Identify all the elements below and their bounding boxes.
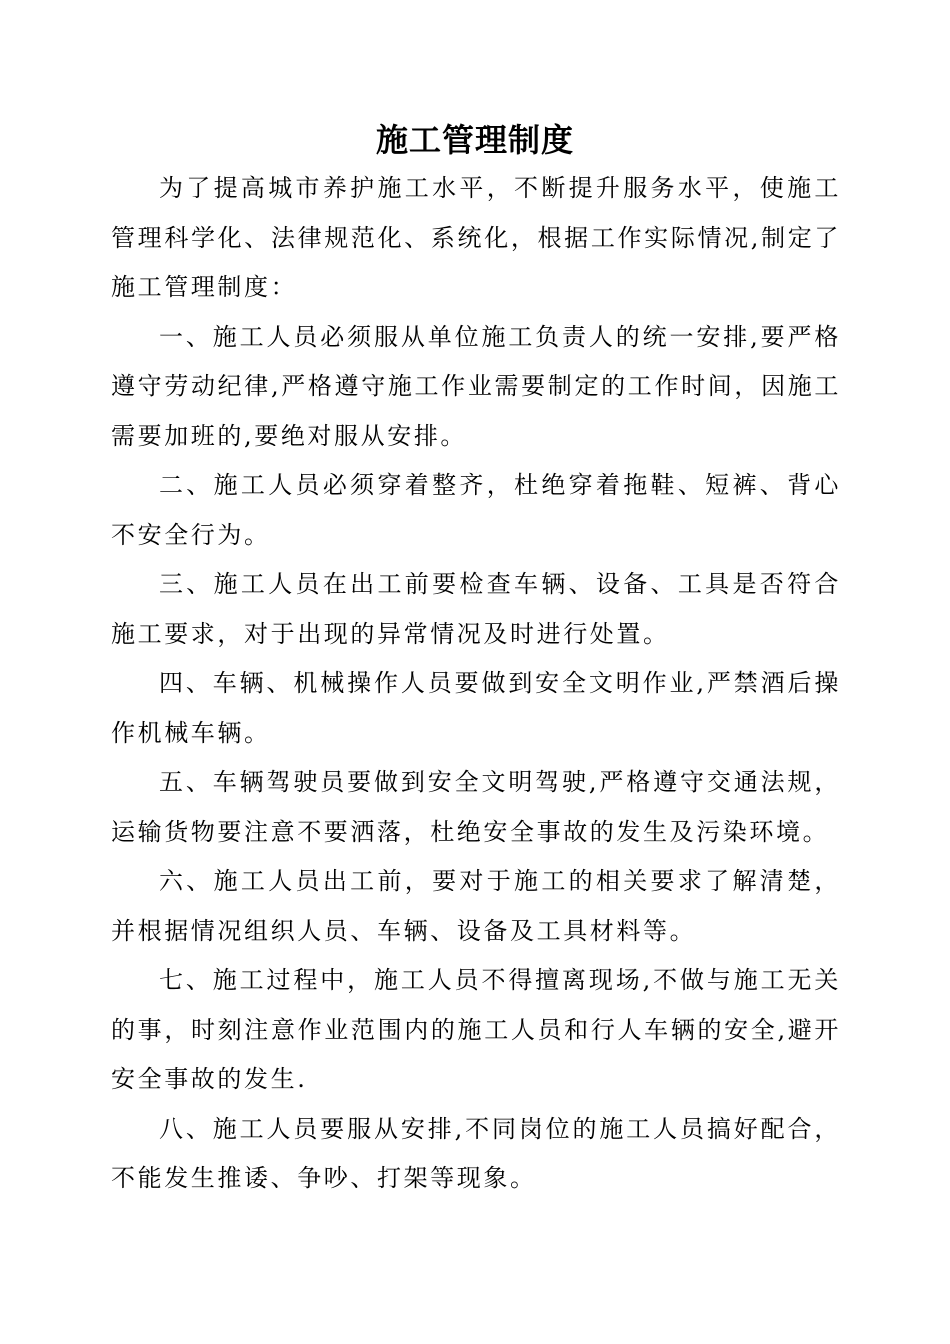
paragraph-rule-3: 三、施工人员在出工前要检查车辆、设备、工具是否符合施工要求，对于出现的异常情况及时进行处置。 bbox=[111, 570, 841, 648]
paragraph-rule-8: 八、施工人员要服从安排,不同岗位的施工人员搞好配合，不能发生推诿、争吵、打架等现象。 bbox=[111, 1114, 841, 1192]
paragraph-rule-5: 五、车辆驾驶员要做到安全文明驾驶,严格遵守交通法规，运输货物要注意不要洒落，杜绝安全事故的发生及污染环境。 bbox=[111, 768, 841, 846]
document-body bbox=[111, 164, 841, 1204]
paragraph-rule-4: 四、车辆、机械操作人员要做到安全文明作业,严禁酒后操作机械车辆。 bbox=[111, 669, 841, 747]
paragraph-rule-1: 一、施工人员必须服从单位施工负责人的统一安排,要严格遵守劳动纪律,严格遵守施工作业需要制定的工作时间，因施工需要加班的,要绝对服从安排。 bbox=[111, 322, 841, 450]
paragraph-rule-6: 六、施工人员出工前，要对于施工的相关要求了解清楚，并根据情况组织人员、车辆、设备及工具材料等。 bbox=[111, 867, 841, 945]
paragraph-rule-7: 七、施工过程中，施工人员不得擅离现场,不做与施工无关的事，时刻注意作业范围内的施工人员和行人车辆的安全,避开安全事故的发生. bbox=[111, 966, 841, 1093]
paragraph-intro: 为了提高城市养护施工水平，不断提升服务水平，使施工管理科学化、法律规范化、系统化，根据工作实际情况,制定了施工管理制度： bbox=[111, 174, 841, 301]
document-title: 施工管理制度 bbox=[375, 121, 574, 159]
paragraph-rule-2: 二、施工人员必须穿着整齐，杜绝穿着拖鞋、短裤、背心不安全行为。 bbox=[111, 471, 841, 549]
